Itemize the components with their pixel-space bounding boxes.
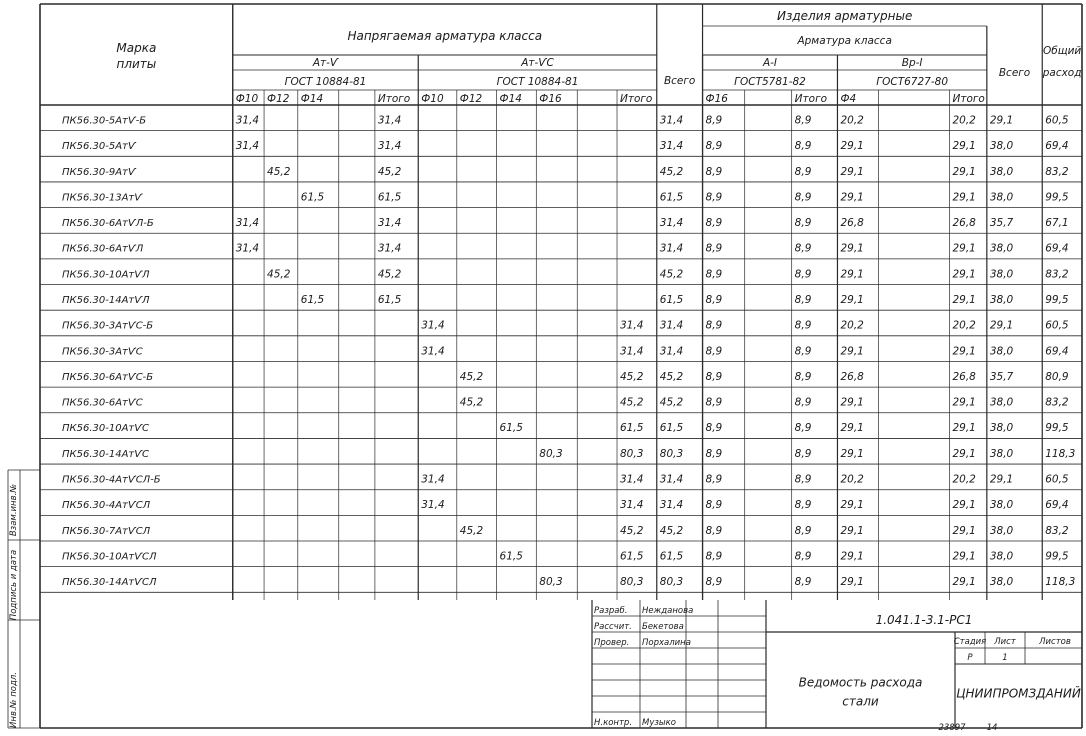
row-cell: 29,1	[840, 447, 864, 460]
stamp-name: Нежданова	[642, 605, 694, 616]
row-cell: 8,9	[794, 268, 812, 281]
side-label: Инв.№ подл.	[9, 672, 19, 728]
header-marka: плиты	[116, 57, 157, 71]
diameter-label: Итого	[377, 93, 411, 105]
stamp-role: Разраб.	[594, 605, 628, 616]
header-gost-at4c: ГОСТ 10884-81	[496, 76, 579, 88]
diameter-label: Ф12	[459, 93, 483, 105]
row-cell: 38,0	[989, 422, 1014, 435]
row-cell: 8,9	[794, 499, 812, 512]
row-cell: 29,1	[840, 294, 864, 306]
header-armatura-klassa: Арматура класса	[797, 35, 892, 47]
header-gost-at5: ГОСТ 10884-81	[284, 76, 367, 88]
row-cell: 29,1	[952, 396, 976, 409]
row-cell: 29,1	[952, 345, 976, 358]
row-cell: 38,0	[989, 268, 1014, 281]
row-cell: 20,2	[840, 319, 864, 332]
row-cell: 99,5	[1045, 422, 1069, 435]
header-vsego2: Всего	[998, 67, 1031, 79]
row-cell: 45,2	[267, 165, 291, 178]
row-cell: 8,9	[794, 447, 812, 460]
row-cell: 29,1	[840, 268, 864, 281]
stamp-code: 1.041.1-3.1-РС1	[875, 613, 973, 627]
row-cell: 31,4	[620, 473, 644, 486]
row-cell: 31,4	[421, 473, 445, 486]
header-gost-bp1: ГОСТ6727-80	[876, 76, 949, 88]
row-cell: 31,4	[620, 319, 644, 332]
stamp-role: Н.контр.	[594, 717, 633, 728]
row-cell: 29,1	[952, 268, 976, 281]
row-cell: 80,3	[620, 576, 644, 589]
row-cell: 38,0	[989, 447, 1014, 460]
row-cell: 80,3	[539, 576, 563, 589]
header-obshiy: Общий	[1042, 45, 1082, 57]
row-cell: 8,9	[794, 294, 812, 306]
row-cell: 38,0	[989, 345, 1014, 358]
row-cell: 31,4	[377, 114, 402, 127]
diameter-label: Ф10	[421, 93, 444, 105]
row-cell: 20,2	[840, 114, 864, 127]
row-cell: 31,4	[421, 345, 445, 358]
row-mark: ПК56.30-3АтѴС	[62, 346, 143, 358]
row-cell: 69,4	[1045, 242, 1069, 255]
row-cell: 8,9	[794, 550, 812, 563]
row-cell: 8,9	[794, 345, 812, 358]
stamp-list-label: Лист	[994, 637, 1016, 647]
row-mark: ПК56.30-7АтѴСЛ	[62, 525, 151, 537]
row-cell: 29,1	[989, 319, 1014, 332]
row-cell: 8,9	[794, 524, 812, 537]
stamp-list: 1	[1002, 653, 1008, 663]
diameter-label: Ф14	[499, 93, 522, 105]
diameter-label: Ф16	[705, 93, 728, 105]
row-cell: 61,5	[377, 294, 402, 306]
row-cell: 45,2	[377, 165, 402, 178]
row-cell: 80,9	[1045, 370, 1069, 383]
side-label: Подпись и дата	[9, 549, 19, 621]
row-mark: ПК56.30-14АтѴС	[62, 448, 150, 460]
row-cell: 8,9	[705, 524, 723, 537]
row-cell: 29,1	[840, 242, 864, 255]
row-cell: 60,5	[1045, 473, 1069, 486]
row-cell: 31,4	[659, 114, 684, 127]
diameter-label: Итого	[794, 93, 828, 105]
header-izdeliya: Изделия арматурные	[777, 9, 913, 23]
row-cell: 8,9	[705, 191, 723, 204]
row-cell: 8,9	[794, 114, 812, 127]
row-cell: 29,1	[840, 524, 864, 537]
row-cell: 99,5	[1045, 550, 1069, 563]
row-cell: 83,2	[1045, 524, 1069, 537]
row-cell: 31,4	[235, 114, 260, 127]
row-cell: 61,5	[377, 191, 402, 204]
row-cell: 31,4	[659, 345, 684, 358]
row-cell: 8,9	[705, 165, 723, 178]
row-cell: 31,4	[235, 217, 260, 230]
header-napryag: Напрягаемая арматура класса	[347, 29, 543, 43]
row-cell: 8,9	[705, 217, 723, 230]
row-cell: 61,5	[499, 422, 523, 435]
row-cell: 31,4	[659, 217, 684, 230]
row-cell: 26,8	[840, 217, 864, 230]
row-cell: 29,1	[952, 242, 976, 255]
row-cell: 29,1	[952, 576, 976, 589]
stamp-stadia-label: Стадия	[953, 637, 987, 647]
row-cell: 45,2	[659, 396, 684, 409]
row-cell: 8,9	[705, 499, 723, 512]
row-cell: 61,5	[659, 294, 684, 306]
row-cell: 31,4	[235, 242, 260, 255]
stamp-title: Ведомость расхода	[798, 675, 923, 690]
diameter-label: Ф12	[267, 93, 290, 105]
row-cell: 80,3	[539, 447, 563, 460]
row-cell: 29,1	[840, 550, 864, 563]
row-cell: 61,5	[620, 422, 644, 435]
row-cell: 35,7	[989, 370, 1014, 383]
row-cell: 8,9	[705, 550, 723, 563]
row-cell: 45,2	[620, 524, 644, 537]
row-cell: 61,5	[499, 550, 523, 563]
row-mark: ПК56.30-4АтѴСЛ-Б	[62, 474, 161, 486]
row-cell: 31,4	[620, 345, 644, 358]
row-cell: 20,2	[840, 473, 864, 486]
row-cell: 8,9	[794, 191, 812, 204]
row-cell: 38,0	[989, 524, 1014, 537]
stamp-stadia: Р	[967, 653, 973, 663]
row-cell: 29,1	[952, 447, 976, 460]
row-cell: 45,2	[620, 396, 644, 409]
row-cell: 8,9	[705, 447, 723, 460]
row-cell: 29,1	[840, 576, 864, 589]
stamp-name: Бекетова	[642, 621, 684, 632]
row-cell: 29,1	[840, 191, 864, 204]
diameter-label: Ф4	[840, 93, 857, 105]
row-cell: 38,0	[989, 140, 1014, 153]
diameter-label: Ф14	[300, 93, 324, 105]
row-cell: 31,4	[377, 242, 402, 255]
stamp-org: ЦНИИПРОМЗДАНИЙ	[956, 686, 1081, 701]
row-cell: 60,5	[1045, 114, 1069, 127]
row-cell: 29,1	[989, 473, 1014, 486]
row-cell: 8,9	[794, 242, 812, 255]
row-cell: 38,0	[989, 165, 1014, 178]
row-mark: ПК56.30-5АтѴ	[62, 141, 136, 153]
row-cell: 8,9	[794, 217, 812, 230]
row-mark: ПК56.30-10АтѴСЛ	[62, 551, 157, 563]
row-cell: 99,5	[1045, 294, 1069, 306]
row-cell: 31,4	[421, 499, 445, 512]
row-cell: 29,1	[840, 345, 864, 358]
row-cell: 29,1	[952, 191, 976, 204]
row-cell: 31,4	[620, 499, 644, 512]
row-cell: 8,9	[794, 370, 812, 383]
row-cell: 29,1	[840, 499, 864, 512]
row-cell: 29,1	[840, 396, 864, 409]
row-cell: 83,2	[1045, 165, 1069, 178]
header-obshiy: расход	[1042, 67, 1082, 79]
row-cell: 45,2	[377, 268, 402, 281]
row-cell: 80,3	[620, 447, 644, 460]
row-cell: 20,2	[952, 114, 976, 127]
row-cell: 8,9	[794, 422, 812, 435]
row-cell: 60,5	[1045, 319, 1069, 332]
row-cell: 31,4	[659, 319, 684, 332]
diameter-label: Итого	[620, 93, 653, 105]
row-cell: 38,0	[989, 396, 1014, 409]
row-cell: 29,1	[952, 165, 976, 178]
row-mark: ПК56.30-4АтѴСЛ	[62, 500, 151, 512]
row-cell: 61,5	[620, 550, 644, 563]
row-cell: 29,1	[840, 165, 864, 178]
row-cell: 26,8	[952, 370, 976, 383]
row-mark: ПК56.30-3АтѴС-Б	[62, 320, 154, 332]
row-cell: 31,4	[659, 140, 684, 153]
row-cell: 8,9	[705, 345, 723, 358]
stamp-name: Порхалина	[642, 637, 691, 648]
row-cell: 31,4	[421, 319, 445, 332]
row-cell: 8,9	[705, 576, 723, 589]
row-cell: 29,1	[952, 499, 976, 512]
row-cell: 29,1	[952, 140, 976, 153]
stamp-name: Музыко	[642, 717, 676, 728]
row-cell: 67,1	[1045, 217, 1069, 230]
row-cell: 20,2	[952, 319, 976, 332]
row-cell: 80,3	[659, 576, 684, 589]
row-mark: ПК56.30-14АтѴЛ	[62, 295, 150, 306]
row-cell: 45,2	[459, 370, 484, 383]
row-cell: 38,0	[989, 191, 1014, 204]
row-cell: 38,0	[989, 499, 1014, 512]
row-cell: 8,9	[705, 242, 723, 255]
row-mark: ПК56.30-5АтѴ-Б	[62, 115, 147, 127]
row-cell: 83,2	[1045, 396, 1069, 409]
row-cell: 8,9	[705, 140, 723, 153]
row-cell: 29,1	[952, 294, 976, 306]
row-cell: 38,0	[989, 550, 1014, 563]
row-cell: 8,9	[794, 165, 812, 178]
row-cell: 31,4	[377, 217, 402, 230]
row-mark: ПК56.30-9АтѴ	[62, 166, 136, 178]
row-cell: 31,4	[659, 499, 684, 512]
header-at4c: Ат-ѴС	[521, 57, 554, 69]
row-cell: 99,5	[1045, 191, 1069, 204]
row-mark: ПК56.30-10АтѴС	[62, 423, 150, 435]
row-cell: 8,9	[794, 140, 812, 153]
row-cell: 61,5	[300, 294, 325, 306]
row-cell: 45,2	[459, 396, 484, 409]
row-cell: 38,0	[989, 576, 1014, 589]
row-cell: 45,2	[267, 268, 291, 281]
header-marka: Марка	[116, 41, 157, 55]
diameter-label: Итого	[952, 93, 985, 105]
row-cell: 61,5	[300, 191, 325, 204]
stamp-role: Провер.	[594, 637, 630, 648]
row-cell: 45,2	[659, 524, 684, 537]
row-cell: 8,9	[705, 370, 723, 383]
row-mark: ПК56.30-10АтѴЛ	[62, 269, 150, 281]
row-cell: 8,9	[794, 396, 812, 409]
row-cell: 31,4	[377, 140, 402, 153]
row-cell: 31,4	[659, 242, 684, 255]
row-cell: 45,2	[459, 524, 484, 537]
row-cell: 61,5	[659, 191, 684, 204]
row-cell: 29,1	[840, 140, 864, 153]
side-label: Взам.инв.№	[9, 483, 19, 537]
row-cell: 45,2	[620, 370, 644, 383]
row-cell: 8,9	[705, 396, 723, 409]
stamp-listov-label: Листов	[1039, 637, 1071, 647]
header-gost-a1: ГОСТ5781-82	[734, 76, 806, 88]
row-cell: 118,3	[1045, 447, 1076, 460]
diameter-label: Ф16	[539, 93, 562, 105]
row-cell: 8,9	[705, 422, 723, 435]
row-mark: ПК56.30-6АтѴС-Б	[62, 371, 154, 383]
stamp-role: Рассчит.	[594, 621, 632, 632]
stamp-title: стали	[842, 694, 879, 709]
row-cell: 29,1	[989, 114, 1014, 127]
row-cell: 26,8	[952, 217, 976, 230]
row-cell: 83,2	[1045, 268, 1069, 281]
row-cell: 61,5	[659, 422, 684, 435]
row-mark: ПК56.30-6АтѴЛ-Б	[62, 218, 154, 230]
row-cell: 8,9	[794, 473, 812, 486]
diameter-label: Ф10	[235, 93, 259, 105]
header-vsego1: Всего	[663, 75, 696, 87]
row-cell: 118,3	[1045, 576, 1076, 589]
row-cell: 29,1	[952, 422, 976, 435]
header-a1: А-I	[762, 57, 778, 69]
row-cell: 45,2	[659, 268, 684, 281]
row-cell: 69,4	[1045, 345, 1069, 358]
row-cell: 45,2	[659, 165, 684, 178]
row-cell: 38,0	[989, 294, 1014, 306]
header-at5: Ат-Ѵ	[312, 57, 339, 69]
row-cell: 8,9	[705, 268, 723, 281]
row-cell: 8,9	[794, 319, 812, 332]
stamp-bottom-num2: 14	[986, 723, 998, 732]
header-bp1: Вр-I	[901, 57, 923, 69]
row-cell: 29,1	[952, 524, 976, 537]
row-cell: 8,9	[794, 576, 812, 589]
row-cell: 8,9	[705, 473, 723, 486]
row-cell: 8,9	[705, 294, 723, 306]
row-cell: 38,0	[989, 242, 1014, 255]
row-cell: 8,9	[705, 319, 723, 332]
row-mark: ПК56.30-13АтѴ	[62, 192, 143, 204]
row-cell: 69,4	[1045, 140, 1069, 153]
row-cell: 45,2	[659, 370, 684, 383]
row-cell: 26,8	[840, 370, 864, 383]
row-cell: 20,2	[952, 473, 976, 486]
row-cell: 61,5	[659, 550, 684, 563]
row-mark: ПК56.30-6АтѴС	[62, 397, 143, 409]
row-cell: 31,4	[235, 140, 260, 153]
stamp-bottom-num: 23897	[938, 723, 966, 732]
row-cell: 80,3	[659, 447, 684, 460]
row-cell: 69,4	[1045, 499, 1069, 512]
row-cell: 29,1	[840, 422, 864, 435]
row-cell: 35,7	[989, 217, 1014, 230]
row-cell: 8,9	[705, 114, 723, 127]
row-cell: 31,4	[659, 473, 684, 486]
row-mark: ПК56.30-6АтѴЛ	[62, 243, 144, 255]
row-mark: ПК56.30-14АтѴСЛ	[62, 577, 157, 589]
row-cell: 29,1	[952, 550, 976, 563]
